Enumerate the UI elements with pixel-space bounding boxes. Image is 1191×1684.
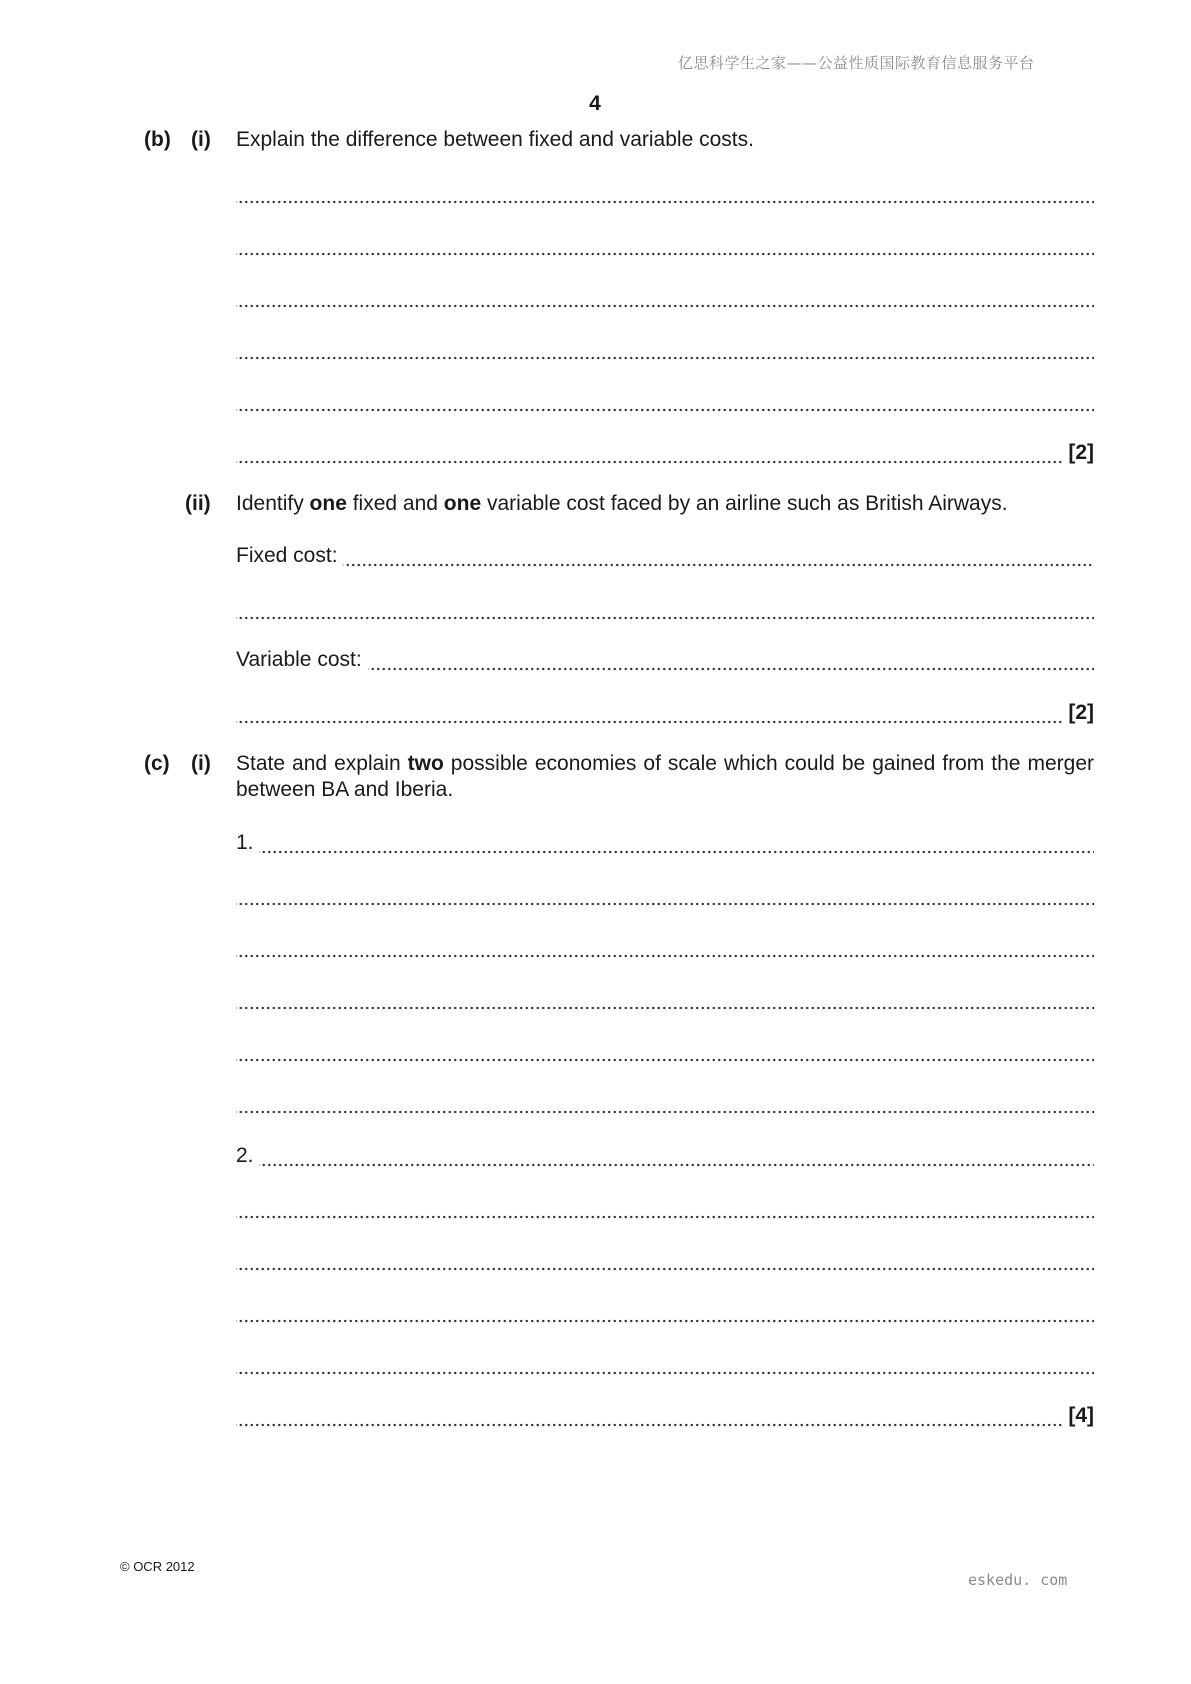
part-b-label: (b) — [144, 128, 171, 151]
answer-line[interactable] — [236, 388, 1094, 414]
part-b-ii-label: (ii) — [185, 492, 211, 515]
item-2-label: 2. — [236, 1144, 260, 1167]
footer-watermark: eskedu. com — [968, 1571, 1068, 1589]
part-b-ii-question: Identify one fixed and one variable cost faced by an airline such as British Airways. — [236, 492, 1008, 515]
answer-line-final[interactable] — [236, 1403, 1094, 1429]
answer-line[interactable] — [236, 1090, 1094, 1116]
answer-line[interactable] — [236, 284, 1094, 310]
answer-line[interactable] — [236, 986, 1094, 1012]
fixed-cost-label: Fixed cost: — [236, 544, 344, 567]
part-c-i-label: (i) — [191, 752, 211, 775]
answer-line[interactable] — [236, 336, 1094, 362]
variable-cost-label: Variable cost: — [236, 648, 368, 671]
marks-label: [4] — [1068, 1404, 1094, 1427]
answer-line[interactable] — [236, 596, 1094, 622]
item-1-line[interactable] — [236, 830, 1094, 856]
copyright-notice: © OCR 2012 — [120, 1559, 195, 1574]
marks-label: [2] — [1068, 701, 1094, 724]
answer-line[interactable] — [236, 232, 1094, 258]
answer-line[interactable] — [236, 1247, 1094, 1273]
answer-line[interactable] — [236, 180, 1094, 206]
part-b-i-question: Explain the difference between fixed and variable costs. — [236, 128, 754, 151]
answer-line-final[interactable] — [236, 440, 1094, 466]
page-number: 4 — [589, 92, 601, 115]
answer-line[interactable] — [236, 1038, 1094, 1064]
answer-line[interactable] — [236, 1299, 1094, 1325]
answer-line[interactable] — [236, 1195, 1094, 1221]
part-c-i-question: State and explain two possible economies of scale which could be gained from the merger between BA and Iberia. — [236, 752, 1095, 801]
answer-line-final[interactable] — [236, 700, 1094, 726]
part-c-label: (c) — [144, 752, 170, 775]
variable-cost-line[interactable] — [236, 647, 1094, 673]
fixed-cost-line[interactable] — [236, 543, 1094, 569]
marks-label: [2] — [1068, 441, 1094, 464]
item-1-label: 1. — [236, 831, 260, 854]
answer-line[interactable] — [236, 1351, 1094, 1377]
answer-line[interactable] — [236, 882, 1094, 908]
header-watermark: 亿思科学生之家——公益性质国际教育信息服务平台 — [678, 54, 1035, 72]
item-2-line[interactable] — [236, 1143, 1094, 1169]
part-b-i-label: (i) — [191, 128, 211, 151]
answer-line[interactable] — [236, 934, 1094, 960]
